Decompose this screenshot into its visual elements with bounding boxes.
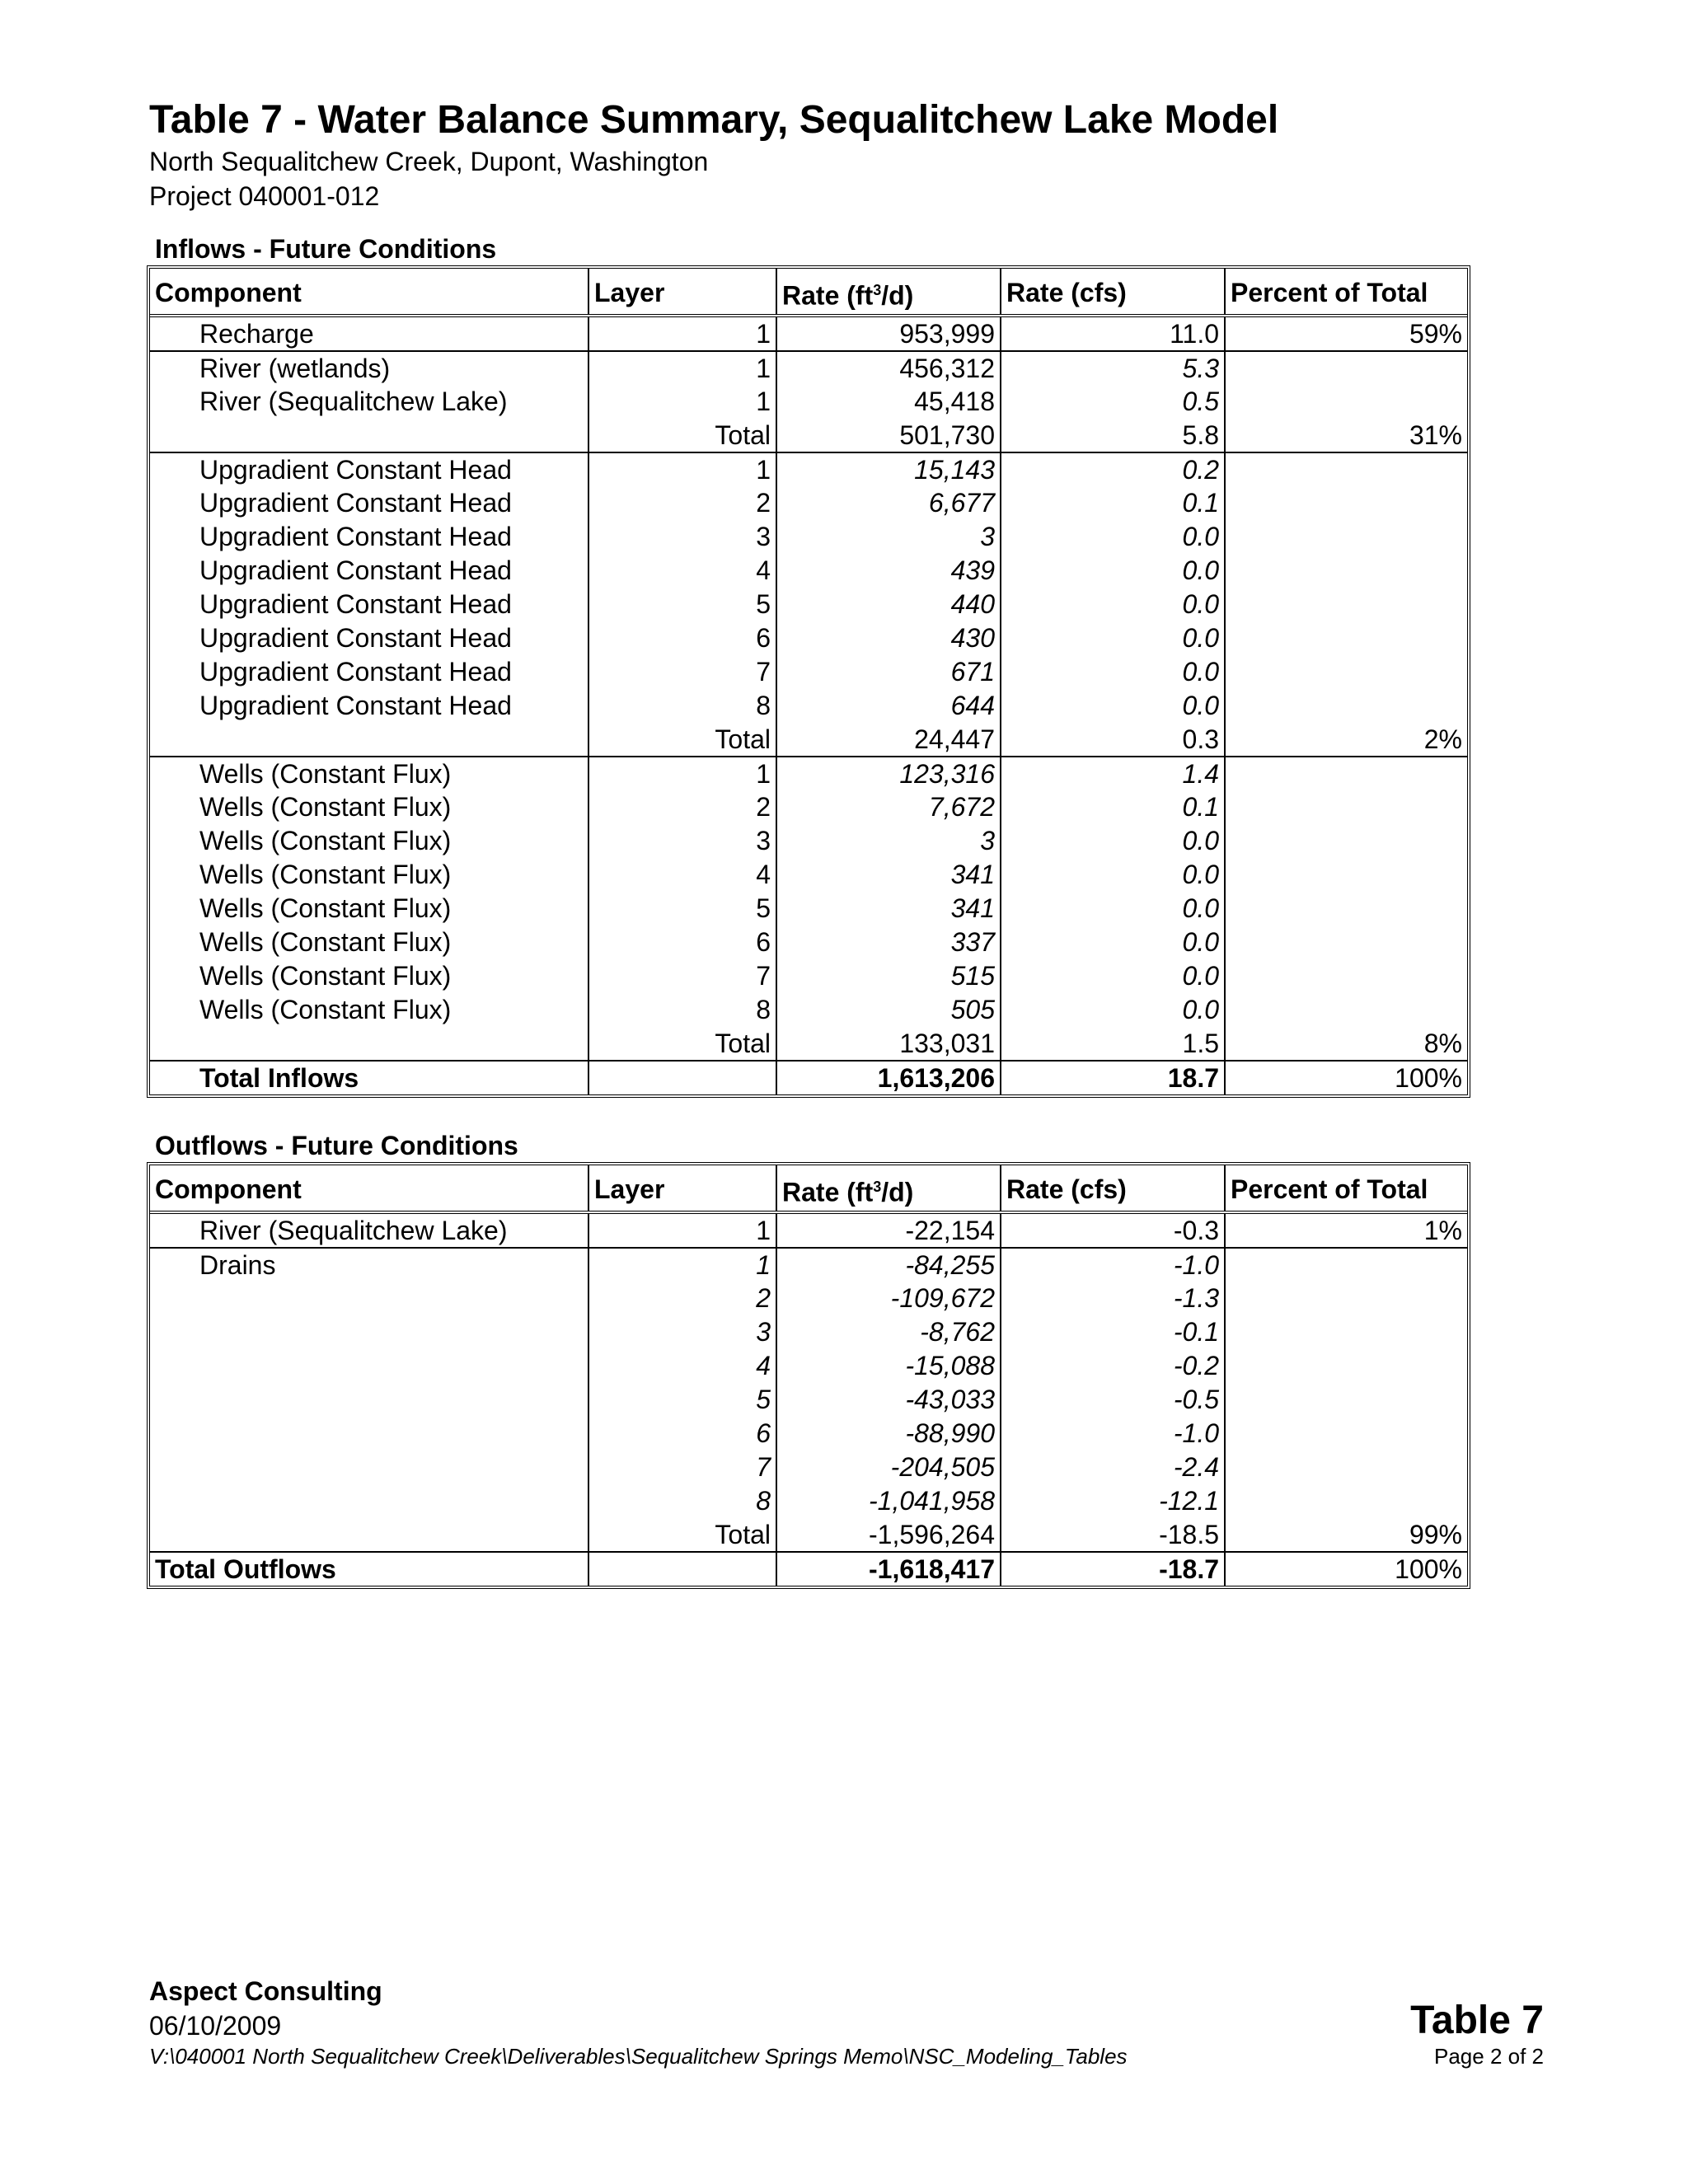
layer-cell: 7: [588, 959, 776, 993]
rate-ft3d-text: Rate (ft: [782, 1177, 874, 1207]
rate-ft3d-cell: 3: [776, 520, 1001, 554]
percent-cell: 59%: [1225, 316, 1467, 351]
table-row: [150, 655, 1467, 689]
layer-cell: 1: [588, 757, 776, 790]
percent-cell: [1225, 1451, 1467, 1484]
layer-cell: 2: [588, 486, 776, 520]
rate-ft3d-cell: 45,418: [776, 385, 1001, 419]
percent-cell: [1225, 486, 1467, 520]
rate-cfs-cell: 0.0: [1001, 926, 1225, 959]
table-row: [150, 790, 1467, 824]
percent-cell: [1225, 1248, 1467, 1282]
percent-cell: [1225, 520, 1467, 554]
component-cell: Upgradient Constant Head: [150, 554, 588, 588]
layer-cell: 5: [588, 892, 776, 926]
rate-ft3d-cell: 515: [776, 959, 1001, 993]
layer-cell: 5: [588, 588, 776, 621]
component-cell: Wells (Constant Flux): [150, 926, 588, 959]
table-row: [150, 452, 1467, 486]
rate-cfs-cell: 0.0: [1001, 621, 1225, 655]
outflows-header-row: [150, 1165, 1467, 1212]
layer-cell: Total: [588, 723, 776, 757]
table-row: [150, 1349, 1467, 1383]
layer-cell: Total: [588, 419, 776, 452]
component-cell: [150, 1027, 588, 1061]
table-row: [150, 858, 1467, 892]
percent-cell: 8%: [1225, 1027, 1467, 1061]
rate-cfs-cell: 0.1: [1001, 486, 1225, 520]
percent-cell: [1225, 452, 1467, 486]
rate-cfs-cell: 0.5: [1001, 385, 1225, 419]
layer-cell: 2: [588, 790, 776, 824]
rate-cfs-cell: 0.3: [1001, 723, 1225, 757]
percent-cell: [1225, 824, 1467, 858]
layer-cell: 6: [588, 926, 776, 959]
rate-ft3d-cell: -1,596,264: [776, 1518, 1001, 1552]
rate-ft3d-cell: 644: [776, 689, 1001, 723]
rate-ft3d-cell: 6,677: [776, 486, 1001, 520]
component-cell: Wells (Constant Flux): [150, 824, 588, 858]
table-row: [150, 554, 1467, 588]
component-cell: [150, 1349, 588, 1383]
component-cell: [150, 419, 588, 452]
layer-cell: 1: [588, 452, 776, 486]
inflows-header-row: [150, 269, 1467, 316]
rate-ft3d-cell: 337: [776, 926, 1001, 959]
table-row: [150, 316, 1467, 351]
rate-cfs-cell: 0.0: [1001, 824, 1225, 858]
footer-company: Aspect Consulting: [149, 1976, 382, 2006]
percent-cell: [1225, 1349, 1467, 1383]
col-rate-cfs-header: Rate (cfs): [1001, 1165, 1225, 1212]
layer-cell: 3: [588, 824, 776, 858]
component-cell: [150, 1451, 588, 1484]
col-percent-header: Percent of Total: [1225, 269, 1467, 316]
component-cell: [150, 723, 588, 757]
percent-cell: [1225, 1282, 1467, 1315]
percent-cell: [1225, 892, 1467, 926]
total-rate-ft3d-cell: 1,613,206: [776, 1061, 1001, 1094]
component-cell: [150, 1417, 588, 1451]
percent-cell: [1225, 554, 1467, 588]
component-cell: [150, 1315, 588, 1349]
rate-ft3d-cell: 341: [776, 858, 1001, 892]
rate-cfs-cell: 11.0: [1001, 316, 1225, 351]
layer-cell: [588, 1552, 776, 1586]
layer-cell: Total: [588, 1027, 776, 1061]
page-title: Table 7 - Water Balance Summary, Sequalitchew Lake Model: [149, 98, 1279, 142]
layer-cell: 8: [588, 993, 776, 1027]
table-row: [150, 959, 1467, 993]
rate-cfs-cell: -0.1: [1001, 1315, 1225, 1349]
col-layer-header: Layer: [588, 1165, 776, 1212]
layer-cell: 8: [588, 1484, 776, 1518]
rate-ft3d-superscript: 3: [873, 282, 882, 298]
component-cell: Upgradient Constant Head: [150, 588, 588, 621]
table-row: [150, 1212, 1467, 1248]
table-row: [150, 723, 1467, 757]
rate-cfs-cell: -2.4: [1001, 1451, 1225, 1484]
percent-cell: [1225, 926, 1467, 959]
component-cell: [150, 1282, 588, 1315]
rate-cfs-cell: 0.0: [1001, 554, 1225, 588]
table-row: [150, 1315, 1467, 1349]
component-cell: River (Sequalitchew Lake): [150, 1212, 588, 1248]
table-row: [150, 621, 1467, 655]
layer-cell: 4: [588, 858, 776, 892]
rate-cfs-cell: -12.1: [1001, 1484, 1225, 1518]
rate-ft3d-cell: -84,255: [776, 1248, 1001, 1282]
component-cell: Drains: [150, 1248, 588, 1282]
rate-ft3d-cell: 953,999: [776, 316, 1001, 351]
rate-ft3d-unit: /d): [881, 280, 914, 311]
outflows-table: [150, 1165, 1467, 1586]
percent-cell: [1225, 1484, 1467, 1518]
footer-file-path: V:\040001 North Sequalitchew Creek\Deliverables\Sequalitchew Springs Memo\NSC_Modeling_Tables: [149, 2044, 1128, 2069]
percent-cell: 31%: [1225, 419, 1467, 452]
table-row: [150, 588, 1467, 621]
layer-cell: 6: [588, 621, 776, 655]
rate-ft3d-cell: -15,088: [776, 1349, 1001, 1383]
rate-ft3d-cell: 7,672: [776, 790, 1001, 824]
total-row: [150, 1061, 1467, 1094]
percent-cell: [1225, 959, 1467, 993]
rate-cfs-cell: 0.0: [1001, 520, 1225, 554]
rate-cfs-cell: 1.4: [1001, 757, 1225, 790]
inflows-body: [150, 316, 1467, 1094]
col-component-header: Component: [150, 269, 588, 316]
rate-ft3d-cell: 123,316: [776, 757, 1001, 790]
percent-cell: [1225, 689, 1467, 723]
rate-ft3d-cell: 133,031: [776, 1027, 1001, 1061]
inflows-table: [150, 269, 1467, 1094]
component-cell: Wells (Constant Flux): [150, 892, 588, 926]
rate-ft3d-unit: /d): [881, 1177, 914, 1207]
table-row: [150, 419, 1467, 452]
component-cell: Upgradient Constant Head: [150, 689, 588, 723]
rate-cfs-cell: 0.0: [1001, 689, 1225, 723]
rate-ft3d-cell: -109,672: [776, 1282, 1001, 1315]
component-cell: Wells (Constant Flux): [150, 757, 588, 790]
component-cell: Wells (Constant Flux): [150, 858, 588, 892]
table-row: [150, 1383, 1467, 1417]
layer-cell: 8: [588, 689, 776, 723]
percent-cell: [1225, 588, 1467, 621]
rate-cfs-cell: -1.3: [1001, 1282, 1225, 1315]
rate-cfs-cell: -18.5: [1001, 1518, 1225, 1552]
component-cell: Wells (Constant Flux): [150, 993, 588, 1027]
table-row: [150, 1451, 1467, 1484]
total-percent-cell: 100%: [1225, 1061, 1467, 1094]
layer-cell: 7: [588, 655, 776, 689]
outflows-table-frame: [147, 1162, 1470, 1589]
rate-cfs-cell: 0.0: [1001, 892, 1225, 926]
rate-ft3d-cell: 439: [776, 554, 1001, 588]
layer-cell: Total: [588, 1518, 776, 1552]
total-row: [150, 1552, 1467, 1586]
percent-cell: [1225, 993, 1467, 1027]
table-row: [150, 1417, 1467, 1451]
total-rate-ft3d-cell: -1,618,417: [776, 1552, 1001, 1586]
table-row: [150, 1027, 1467, 1061]
layer-cell: 3: [588, 520, 776, 554]
layer-cell: 1: [588, 1212, 776, 1248]
rate-cfs-cell: 0.1: [1001, 790, 1225, 824]
inflows-table-frame: [147, 265, 1470, 1098]
rate-ft3d-cell: 341: [776, 892, 1001, 926]
layer-cell: 1: [588, 385, 776, 419]
component-cell: Upgradient Constant Head: [150, 655, 588, 689]
footer-date: 06/10/2009: [149, 2011, 282, 2041]
inflows-section-title: Inflows - Future Conditions: [155, 234, 497, 264]
layer-cell: [588, 1061, 776, 1094]
percent-cell: [1225, 757, 1467, 790]
component-cell: [150, 1518, 588, 1552]
rate-ft3d-cell: 15,143: [776, 452, 1001, 486]
rate-cfs-cell: 1.5: [1001, 1027, 1225, 1061]
rate-ft3d-cell: 671: [776, 655, 1001, 689]
location-subtitle: North Sequalitchew Creek, Dupont, Washington: [149, 147, 709, 176]
rate-cfs-cell: -1.0: [1001, 1248, 1225, 1282]
percent-cell: [1225, 621, 1467, 655]
table-row: [150, 892, 1467, 926]
rate-cfs-cell: -0.5: [1001, 1383, 1225, 1417]
percent-cell: [1225, 1315, 1467, 1349]
rate-ft3d-cell: 440: [776, 588, 1001, 621]
rate-ft3d-cell: -88,990: [776, 1417, 1001, 1451]
col-rate-ft3d-header: [776, 269, 1001, 316]
total-label-cell: Total Inflows: [150, 1061, 588, 1094]
total-label-cell: Total Outflows: [150, 1552, 588, 1586]
total-rate-cfs-cell: -18.7: [1001, 1552, 1225, 1586]
col-rate-cfs-header: Rate (cfs): [1001, 269, 1225, 316]
rate-ft3d-cell: -8,762: [776, 1315, 1001, 1349]
table-row: [150, 520, 1467, 554]
percent-cell: 2%: [1225, 723, 1467, 757]
col-layer-header: Layer: [588, 269, 776, 316]
component-cell: Wells (Constant Flux): [150, 959, 588, 993]
rate-ft3d-cell: -204,505: [776, 1451, 1001, 1484]
rate-cfs-cell: -0.2: [1001, 1349, 1225, 1383]
layer-cell: 1: [588, 351, 776, 385]
rate-ft3d-cell: 501,730: [776, 419, 1001, 452]
project-number: Project 040001-012: [149, 181, 380, 211]
rate-cfs-cell: 5.3: [1001, 351, 1225, 385]
component-cell: Wells (Constant Flux): [150, 790, 588, 824]
col-rate-ft3d-header: [776, 1165, 1001, 1212]
percent-cell: [1225, 351, 1467, 385]
rate-cfs-cell: -0.3: [1001, 1212, 1225, 1248]
rate-cfs-cell: 0.0: [1001, 655, 1225, 689]
table-row: [150, 385, 1467, 419]
outflows-body: [150, 1212, 1467, 1586]
table-row: [150, 351, 1467, 385]
table-row: [150, 993, 1467, 1027]
table-row: [150, 824, 1467, 858]
rate-ft3d-cell: 505: [776, 993, 1001, 1027]
percent-cell: [1225, 655, 1467, 689]
component-cell: Upgradient Constant Head: [150, 486, 588, 520]
component-cell: [150, 1484, 588, 1518]
rate-cfs-cell: 0.0: [1001, 588, 1225, 621]
layer-cell: 1: [588, 316, 776, 351]
rate-cfs-cell: 0.0: [1001, 993, 1225, 1027]
rate-ft3d-cell: 3: [776, 824, 1001, 858]
layer-cell: 4: [588, 554, 776, 588]
percent-cell: [1225, 858, 1467, 892]
table-row: [150, 926, 1467, 959]
layer-cell: 2: [588, 1282, 776, 1315]
layer-cell: 6: [588, 1417, 776, 1451]
table-row: [150, 757, 1467, 790]
layer-cell: 4: [588, 1349, 776, 1383]
rate-ft3d-superscript: 3: [873, 1179, 882, 1195]
component-cell: Upgradient Constant Head: [150, 520, 588, 554]
component-cell: River (wetlands): [150, 351, 588, 385]
percent-cell: [1225, 385, 1467, 419]
component-cell: [150, 1383, 588, 1417]
component-cell: Upgradient Constant Head: [150, 621, 588, 655]
rate-ft3d-text: Rate (ft: [782, 280, 874, 311]
layer-cell: 3: [588, 1315, 776, 1349]
outflows-section-title: Outflows - Future Conditions: [155, 1131, 518, 1160]
component-cell: Upgradient Constant Head: [150, 452, 588, 486]
rate-ft3d-cell: 24,447: [776, 723, 1001, 757]
layer-cell: 1: [588, 1248, 776, 1282]
layer-cell: 7: [588, 1451, 776, 1484]
table-row: [150, 1518, 1467, 1552]
total-percent-cell: 100%: [1225, 1552, 1467, 1586]
rate-ft3d-cell: 456,312: [776, 351, 1001, 385]
rate-cfs-cell: -1.0: [1001, 1417, 1225, 1451]
component-cell: River (Sequalitchew Lake): [150, 385, 588, 419]
table-row: [150, 1484, 1467, 1518]
rate-ft3d-cell: 430: [776, 621, 1001, 655]
percent-cell: [1225, 1417, 1467, 1451]
layer-cell: 5: [588, 1383, 776, 1417]
table-row: [150, 689, 1467, 723]
rate-cfs-cell: 0.2: [1001, 452, 1225, 486]
table-row: [150, 486, 1467, 520]
table-row: [150, 1282, 1467, 1315]
col-component-header: Component: [150, 1165, 588, 1212]
component-cell: Recharge: [150, 316, 588, 351]
footer-table-label: Table 7: [1410, 1999, 1544, 2042]
table-row: [150, 1248, 1467, 1282]
col-percent-header: Percent of Total: [1225, 1165, 1467, 1212]
rate-cfs-cell: 5.8: [1001, 419, 1225, 452]
percent-cell: [1225, 1383, 1467, 1417]
percent-cell: 99%: [1225, 1518, 1467, 1552]
percent-cell: [1225, 790, 1467, 824]
rate-ft3d-cell: -1,041,958: [776, 1484, 1001, 1518]
rate-cfs-cell: 0.0: [1001, 959, 1225, 993]
rate-ft3d-cell: -22,154: [776, 1212, 1001, 1248]
total-rate-cfs-cell: 18.7: [1001, 1061, 1225, 1094]
percent-cell: 1%: [1225, 1212, 1467, 1248]
footer-page-number: Page 2 of 2: [1434, 2044, 1544, 2069]
rate-ft3d-cell: -43,033: [776, 1383, 1001, 1417]
rate-cfs-cell: 0.0: [1001, 858, 1225, 892]
